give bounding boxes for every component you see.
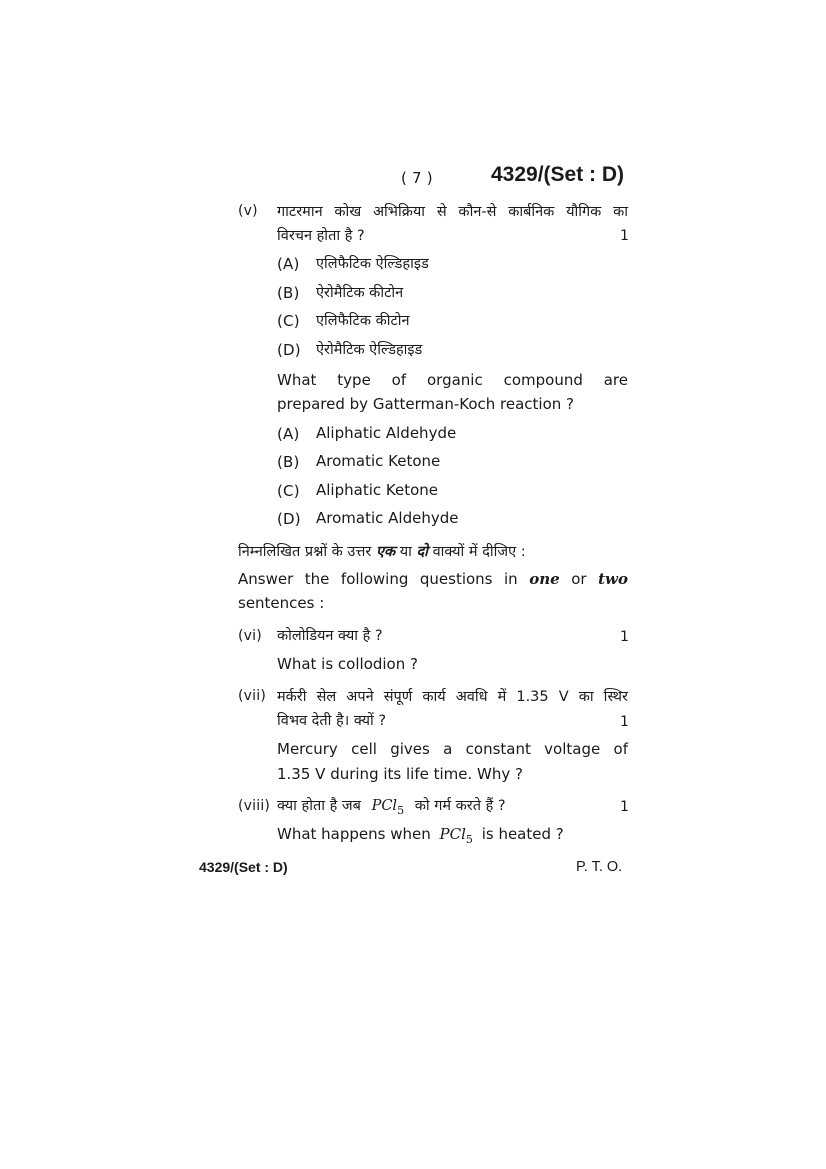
- question-text-hindi: कोलोडियन क्या है ?: [277, 628, 383, 644]
- question-text-hindi: गाटरमान कोख अभिक्रिया से कौन-से कार्बनिक यौगिक का: [277, 204, 628, 220]
- question-number: (vii): [238, 688, 266, 704]
- option-label: (D): [277, 341, 301, 359]
- paper-code-header: 4329/(Set : D): [491, 163, 625, 186]
- chemical-formula: [371, 798, 405, 817]
- formula-subscript: 5: [397, 803, 405, 817]
- instruction-english: [238, 570, 628, 588]
- option-text-english: Aromatic Ketone: [316, 452, 441, 470]
- marks: 1: [620, 714, 629, 730]
- instruction-hindi-text: निम्नलिखित प्रश्नों के उत्तर: [238, 544, 372, 560]
- option-label: (B): [277, 453, 300, 471]
- question-text-english-part: What happens when: [277, 825, 431, 843]
- instruction-english-text: sentences :: [238, 594, 325, 612]
- instruction-english-text: or: [571, 570, 587, 588]
- paper-code-footer: 4329/(Set : D): [199, 859, 288, 875]
- instruction-hindi-text: वाक्यों में दीजिए :: [432, 544, 526, 560]
- question-number: (vi): [238, 628, 262, 644]
- question-text-english: prepared by Gatterman-Koch reaction ?: [277, 395, 575, 413]
- question-number: (viii): [238, 798, 271, 814]
- chemical-formula: [439, 825, 473, 846]
- question-text-english: What type of organic compound are: [277, 371, 628, 389]
- option-label: (A): [277, 425, 300, 443]
- question-text-english: 1.35 V during its life time. Why ?: [277, 765, 523, 783]
- question-text-hindi: [277, 795, 506, 817]
- option-text-hindi: ऐरोमैटिक ऐल्डिहाइड: [316, 342, 423, 358]
- formula-main: PCl: [371, 798, 398, 814]
- option-text-hindi: ऐरोमैटिक कीटोन: [316, 285, 404, 301]
- question-text-hindi-part: क्या होता है जब: [277, 798, 361, 814]
- option-label: (D): [277, 510, 301, 528]
- question-text-hindi-part: को गर्म करते हैं ?: [414, 798, 506, 814]
- instruction-emphasis: एक: [375, 544, 396, 560]
- instruction-hindi: [238, 541, 526, 561]
- question-text-english: [277, 825, 564, 846]
- option-text-hindi: एलिफैटिक कीटोन: [316, 313, 410, 329]
- question-text-english: Mercury cell gives a constant voltage of: [277, 740, 628, 758]
- page-number: ( 7 ): [401, 169, 433, 187]
- question-text-hindi: विभव देती है। क्यों ?: [277, 713, 387, 729]
- instruction-emphasis: one: [529, 570, 560, 588]
- question-number: (v): [238, 203, 258, 219]
- option-label: (C): [277, 312, 300, 330]
- marks: 1: [620, 799, 629, 815]
- option-label: (A): [277, 255, 300, 273]
- instruction-english-text: Answer the following questions in: [238, 570, 518, 588]
- instruction-emphasis: दो: [416, 544, 428, 560]
- question-text-english: What is collodion ?: [277, 655, 418, 673]
- question-text-hindi: मर्करी सेल अपने संपूर्ण कार्य अवधि में 1.35 V का स्थिर: [277, 689, 628, 705]
- marks: 1: [620, 629, 629, 645]
- question-text-hindi: विरचन होता है ?: [277, 228, 365, 244]
- question-text-english-part: is heated ?: [481, 825, 564, 843]
- formula-subscript: 5: [465, 833, 473, 846]
- pto-label: P. T. O.: [576, 859, 623, 875]
- option-text-english: Aromatic Aldehyde: [316, 509, 459, 527]
- option-text-hindi: एलिफैटिक ऐल्डिहाइड: [316, 256, 429, 272]
- option-label: (B): [277, 284, 300, 302]
- instruction-hindi-text: या: [399, 544, 412, 560]
- option-text-english: Aliphatic Ketone: [316, 481, 438, 499]
- option-label: (C): [277, 482, 300, 500]
- option-text-english: Aliphatic Aldehyde: [316, 424, 457, 442]
- formula-main: PCl: [439, 825, 466, 843]
- marks: 1: [620, 228, 629, 244]
- instruction-emphasis: two: [598, 570, 628, 588]
